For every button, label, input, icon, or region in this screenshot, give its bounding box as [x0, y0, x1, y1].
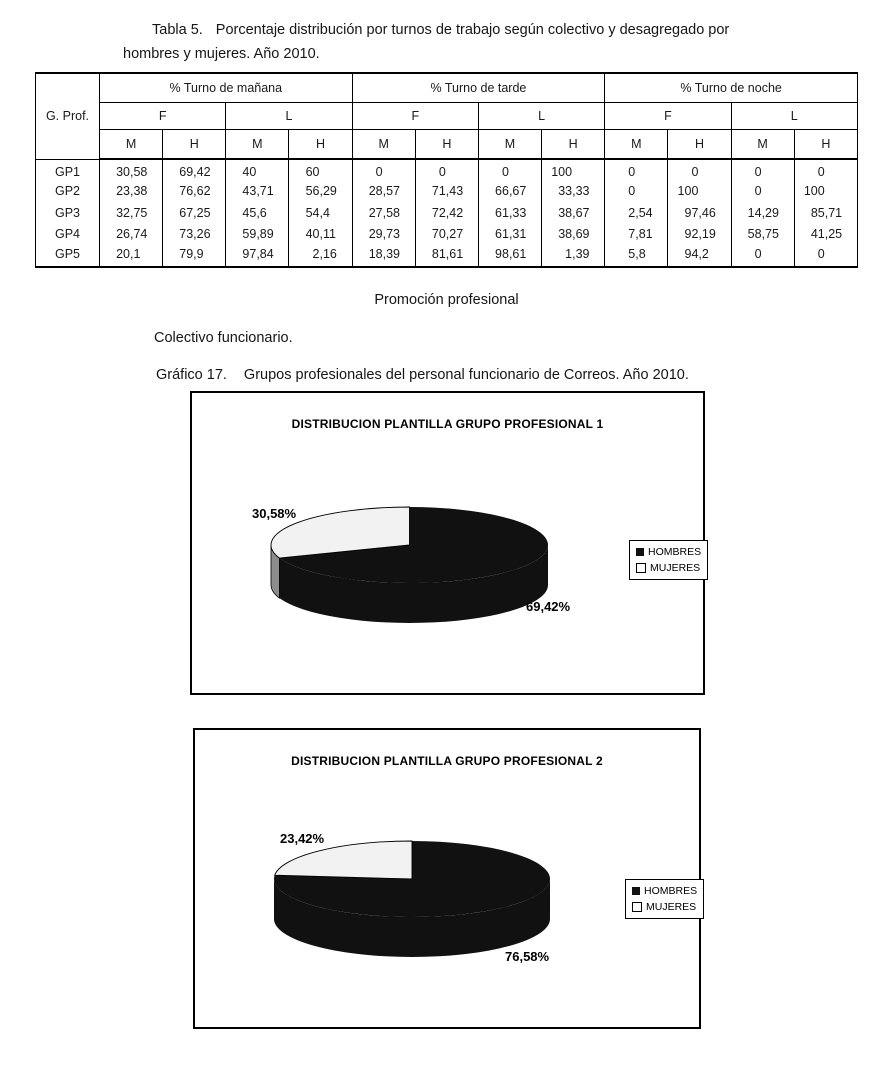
table-cell: 0 [605, 159, 668, 181]
pie-label-hombres: 69,42% [526, 599, 571, 614]
table-cell: 54,4 [289, 202, 352, 224]
column-group-header: % Turno de tarde [352, 73, 605, 103]
pie-label-mujeres: 23,42% [280, 831, 325, 846]
table-cell: 43,71 [226, 181, 289, 203]
legend-label-mujeres: MUJERES [650, 562, 701, 574]
table-row [36, 159, 858, 181]
table-cell: 100 [668, 181, 731, 203]
table-row [36, 245, 858, 267]
table-cell: 59,89 [226, 224, 289, 246]
table-cell: 27,58 [352, 202, 415, 224]
table-cell: 71,43 [415, 181, 478, 203]
legend-label-hombres: HOMBRES [648, 546, 702, 558]
row-header: GP5 [36, 245, 100, 267]
table-cell: 76,62 [163, 181, 226, 203]
legend-swatch-mujeres-icon [636, 563, 646, 573]
sex-header: M [352, 130, 415, 160]
table-cell: 100 [542, 159, 605, 181]
table-cell: 0 [668, 159, 731, 181]
sex-header: H [542, 130, 605, 160]
table-cell: 97,84 [226, 245, 289, 267]
sex-header: H [668, 130, 731, 160]
table-cell: 56,29 [289, 181, 352, 203]
table-cell: 81,61 [415, 245, 478, 267]
table-row [36, 202, 858, 224]
table-cell: 69,42 [163, 159, 226, 181]
column-group-header: % Turno de noche [605, 73, 858, 103]
table-cell: 94,2 [668, 245, 731, 267]
table-cell: 38,69 [542, 224, 605, 246]
sex-header: H [289, 130, 352, 160]
table-cell: 1,39 [542, 245, 605, 267]
table-corner-header: G. Prof. [36, 73, 100, 159]
table-cell: 40,11 [289, 224, 352, 246]
pie-label-mujeres: 30,58% [252, 506, 297, 521]
chart-legend [629, 540, 708, 580]
table-cell: 33,33 [542, 181, 605, 203]
collective-note: Colectivo funcionario. [154, 330, 293, 346]
chart-frame-gp2 [193, 728, 701, 1029]
table-cell: 72,42 [415, 202, 478, 224]
table-caption-label: Tabla 5. [152, 22, 203, 38]
chart-title-gp1: DISTRIBUCION PLANTILLA GRUPO PROFESIONAL 1 [291, 417, 604, 431]
table-cell: 0 [352, 159, 415, 181]
table-cell: 45,6 [226, 202, 289, 224]
sex-header: H [415, 130, 478, 160]
legend-item-hombres [632, 886, 697, 896]
table-header-row-groups [36, 73, 858, 103]
table-cell: 2,54 [605, 202, 668, 224]
table-cell: 66,67 [478, 181, 541, 203]
table-header-row-sex [36, 130, 858, 160]
table-cell: 58,75 [731, 224, 794, 246]
subgroup-header: L [226, 103, 352, 130]
table-cell: 2,16 [289, 245, 352, 267]
table-cell: 32,75 [100, 202, 163, 224]
table-cell: 18,39 [352, 245, 415, 267]
table-cell: 98,61 [478, 245, 541, 267]
row-header: GP2 [36, 181, 100, 203]
subgroup-header: F [605, 103, 731, 130]
sex-header: M [605, 130, 668, 160]
pie-chart-gp1 [192, 393, 703, 693]
row-header: GP3 [36, 202, 100, 224]
legend-swatch-mujeres-icon [632, 902, 642, 912]
table-cell: 60 [289, 159, 352, 181]
table-cell: 97,46 [668, 202, 731, 224]
table-cell: 61,31 [478, 224, 541, 246]
table-row [36, 224, 858, 246]
table-caption [123, 18, 778, 66]
graph-caption-text: Grupos profesionales del personal funcionario de Correos. Año 2010. [243, 367, 689, 383]
table-caption-text: Porcentaje distribución por turnos de trabajo según colectivo y desagregado por hombres y mujeres. Año 2010. [123, 22, 730, 62]
subgroup-header: F [100, 103, 226, 130]
legend-item-hombres [636, 547, 701, 557]
shift-distribution-table [35, 72, 858, 268]
table-cell: 40 [226, 159, 289, 181]
subgroup-header: L [731, 103, 857, 130]
table-cell: 20,1 [100, 245, 163, 267]
sex-header: M [731, 130, 794, 160]
table-cell: 14,29 [731, 202, 794, 224]
table-cell: 92,19 [668, 224, 731, 246]
chart-frame-gp1 [190, 391, 705, 695]
table-cell: 41,25 [794, 224, 857, 246]
subgroup-header: L [478, 103, 604, 130]
sex-header: H [794, 130, 857, 160]
table-cell: 0 [794, 159, 857, 181]
table-row [36, 181, 858, 203]
table-cell: 85,71 [794, 202, 857, 224]
table-cell: 0 [731, 245, 794, 267]
graph-caption [156, 367, 689, 383]
table-cell: 0 [478, 159, 541, 181]
table-cell: 38,67 [542, 202, 605, 224]
chart-legend [625, 879, 704, 919]
chart-title-gp2: DISTRIBUCION PLANTILLA GRUPO PROFESIONAL 2 [291, 754, 603, 768]
sex-header: M [478, 130, 541, 160]
table-cell: 30,58 [100, 159, 163, 181]
table-cell: 61,33 [478, 202, 541, 224]
pie-label-hombres: 76,58% [505, 949, 550, 964]
sex-header: H [163, 130, 226, 160]
pie-chart-gp2 [195, 730, 699, 1027]
table-cell: 0 [605, 181, 668, 203]
sex-header: M [100, 130, 163, 160]
graph-caption-label: Gráfico 17. [156, 367, 227, 383]
table-cell: 73,26 [163, 224, 226, 246]
table-cell: 26,74 [100, 224, 163, 246]
legend-label-mujeres: MUJERES [646, 901, 697, 913]
table-cell: 100 [794, 181, 857, 203]
table-cell: 67,25 [163, 202, 226, 224]
table-cell: 79,9 [163, 245, 226, 267]
table-cell: 23,38 [100, 181, 163, 203]
row-header: GP4 [36, 224, 100, 246]
legend-swatch-hombres-icon [632, 887, 640, 895]
legend-label-hombres: HOMBRES [644, 885, 698, 897]
table-cell: 28,57 [352, 181, 415, 203]
table-cell: 29,73 [352, 224, 415, 246]
table-cell: 0 [731, 181, 794, 203]
table-cell: 70,27 [415, 224, 478, 246]
legend-item-mujeres [636, 563, 701, 573]
sex-header: M [226, 130, 289, 160]
table-cell: 0 [415, 159, 478, 181]
table-cell: 0 [794, 245, 857, 267]
legend-swatch-hombres-icon [636, 548, 644, 556]
pie-slice-mujeres [275, 841, 412, 879]
table-header-row-subgroups [36, 103, 858, 130]
table-cell: 7,81 [605, 224, 668, 246]
section-heading: Promoción profesional [374, 292, 519, 308]
subgroup-header: F [352, 103, 478, 130]
table-cell: 0 [731, 159, 794, 181]
row-header: GP1 [36, 159, 100, 181]
table-cell: 5,8 [605, 245, 668, 267]
legend-item-mujeres [632, 902, 697, 912]
column-group-header: % Turno de mañana [100, 73, 353, 103]
